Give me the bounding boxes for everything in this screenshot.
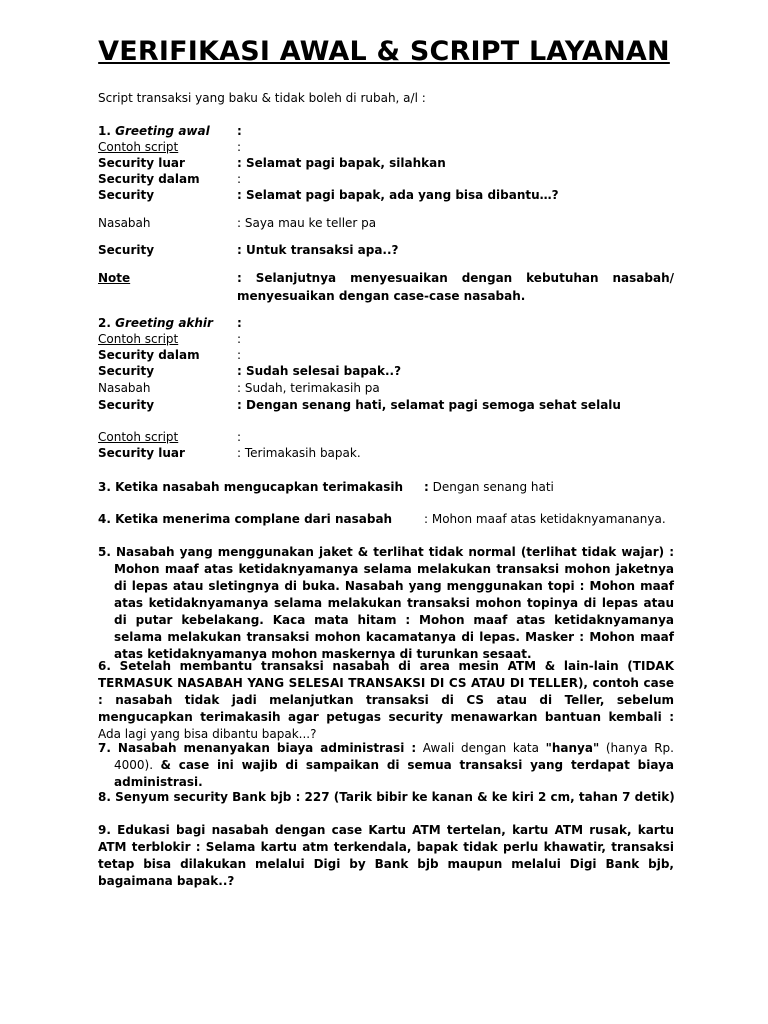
section1-title: Greeting awal [115, 124, 210, 138]
note-label: Note [98, 271, 131, 285]
speaker-label: Security luar [98, 446, 185, 460]
speaker-label: Security [98, 243, 155, 257]
section2-heading [98, 315, 213, 331]
item7-bold-1: 7. Nasabah menanyakan biaya administrasi : [98, 741, 417, 755]
item7-bold-3: & case ini wajib di sampaikan di semua transaksi yang terdapat biaya administrasi. [114, 758, 674, 789]
item4-label: 4. Ketika menerima complane dari nasabah [98, 512, 393, 526]
item7-text-1: Awali dengan kata [416, 741, 546, 755]
script-value: : [237, 332, 242, 346]
speaker-line: : [237, 348, 242, 362]
speaker-line: : Untuk transaksi apa..? [237, 243, 399, 257]
item6-text: Ada lagi yang bisa dibantu bapak...? [98, 727, 317, 741]
speaker-line: : Sudah, terimakasih pa [237, 381, 380, 395]
item6-paragraph [98, 658, 674, 743]
item4-response: : Mohon maaf atas ketidaknyamananya. [424, 512, 666, 526]
item5-paragraph [98, 544, 674, 663]
speaker-line: : Selamat pagi bapak, ada yang bisa dibantu…? [237, 188, 559, 202]
intro-text: Script transaksi yang baku & tidak boleh di rubah, a/l : [98, 91, 426, 105]
speaker-label: Nasabah [98, 216, 151, 230]
item3-response [424, 479, 554, 495]
speaker-line: : Saya mau ke teller pa [237, 216, 377, 230]
script-value: : [237, 430, 242, 444]
section1-colon: : [237, 124, 242, 138]
item7-paragraph [98, 740, 674, 791]
speaker-label: Security dalam [98, 172, 200, 186]
speaker-label: Security luar [98, 156, 185, 170]
speaker-label: Security [98, 398, 155, 412]
speaker-label: Security [98, 364, 155, 378]
script-label: Contoh script [98, 430, 179, 444]
script-label: Contoh script [98, 332, 179, 346]
item9-paragraph: 9. Edukasi bagi nasabah dengan case Kartu ATM tertelan, kartu ATM rusak, kartu ATM terblokir : Selama kartu atm terkendala, bapak tidak perlu khawatir, transaksi tetap bisa dilakukan melalui Digi by Bank bjb maupun melalui Digi Bank bjb, bagaimana bapak..? [98, 823, 674, 888]
item7-bold-2: "hanya" [545, 741, 600, 755]
speaker-label: Security [98, 188, 155, 202]
script-label: Contoh script [98, 140, 179, 154]
item3-colon: : [424, 480, 429, 494]
speaker-line: : Terimakasih bapak. [237, 446, 361, 460]
speaker-label: Security dalam [98, 348, 200, 362]
section1-heading [98, 123, 210, 139]
speaker-line: : Selamat pagi bapak, silahkan [237, 156, 446, 170]
speaker-line: : [237, 172, 242, 186]
item7-body [98, 740, 674, 791]
item6-bold-text: 6. Setelah membantu transaksi nasabah di area mesin ATM & lain-lain (TIDAK TERMASUK NASABAH YANG SELESAI TRANSAKSI DI CS ATAU DI TELLER), contoh case : nasabah tidak jadi melanjutkan transaksi di CS atau di Teller, sebelum mengucapkan terimakasih agar petugas security menawarkan bantuan kembali : [98, 659, 674, 724]
section2-title: Greeting akhir [115, 316, 213, 330]
item7-text-2: (hanya Rp. 4000). [114, 741, 674, 772]
script-value: : [237, 140, 242, 154]
section2-colon: : [237, 316, 242, 330]
speaker-label: Nasabah [98, 381, 151, 395]
item5-text: 5. Nasabah yang menggunakan jaket & terlihat tidak normal (terlihat tidak wajar) : Mohon maaf atas ketidaknyamanya selama melakukan transaksi mohon jaketnya di lepas atau sletingnya di buka. Nasabah yang menggunakan topi : Mohon maaf atas ketidaknyamanya selama melakukan transaksi mohon topinya di lepas atau di putar kebelakang. Kaca mata hitam : Mohon maaf atas ketidaknyamanya selama melakukan transaksi mohon kacamatanya di lepas. Masker : Mohon maaf atas ketidaknyamanya mohon maskernya di turunkan sesaat. [98, 545, 674, 661]
item3-text: Dengan senang hati [428, 480, 554, 494]
speaker-line: : Sudah selesai bapak..? [237, 364, 402, 378]
section1-number: 1. [98, 124, 111, 138]
note-text: : Selanjutnya menyesuaikan dengan kebutuhan nasabah/ menyesuaikan dengan case-case nasabah. [237, 271, 674, 303]
document-title: VERIFIKASI AWAL & SCRIPT LAYANAN [98, 36, 670, 67]
item8-text: 8. Senyum security Bank bjb : 227 (Tarik bibir ke kanan & ke kiri 2 cm, tahan 7 detik) [98, 790, 675, 804]
section2-number: 2. [98, 316, 111, 330]
speaker-line: : Dengan senang hati, selamat pagi semoga sehat selalu [237, 398, 621, 412]
item3-label: 3. Ketika nasabah mengucapkan terimakasih [98, 480, 404, 494]
